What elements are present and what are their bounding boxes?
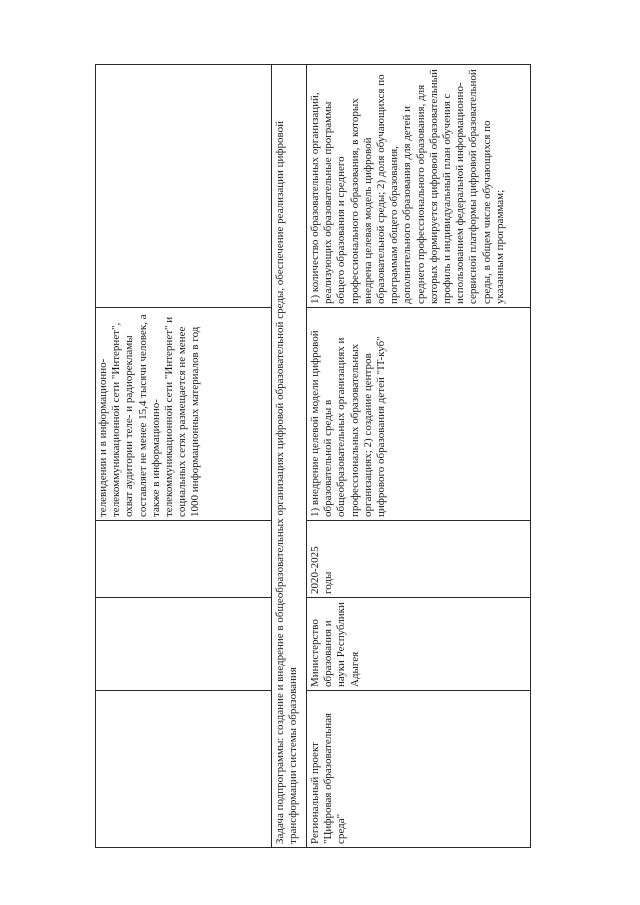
executor-cell xyxy=(307,598,530,690)
prev-row-results-text: телевидении и в информационно-телекоммуникационной сети "Интернет", охват аудитории теле- и радиорекламы составляет не менее 15,4 тысячи человек, а также в информационно-телекоммуникационной сети "Интернет" и социальных сетях размещается не менее 1000 информационных материалов в год xyxy=(97,314,202,517)
table-border-left xyxy=(95,847,531,848)
indicators-cell xyxy=(307,65,530,307)
period-value: 2020-2025 годы xyxy=(309,546,335,594)
table-border-bottom xyxy=(530,64,531,848)
results-cell xyxy=(307,308,530,520)
task-row-cell xyxy=(272,65,306,847)
executor-name: Министерство образования и науки Республики Адыгея xyxy=(309,602,361,687)
project-name: Региональный проект "Цифровая образовательная среда" xyxy=(309,712,348,844)
col-divider-3-prev xyxy=(95,520,271,521)
task-row-text: Задача подпрограммы: создание и внедрение в общеобразовательных организациях цифровой образовательной среды, обеспечение реализации цифровой трансформации системы образования xyxy=(274,120,299,844)
project-name-cell xyxy=(307,691,530,847)
col-divider-2-prev xyxy=(95,597,271,598)
results-text: 1) внедрение целевой модели цифровой образовательной среды в общеобразовательных организациях и профессиональных образовательных организациях; 2) создание центров цифрового образования детей "IT-куб" xyxy=(309,330,388,517)
col-divider-1-prev xyxy=(95,690,271,691)
indicators-text: 1) количество образовательных организаций, реализующих образовательные программы общего образования и среднего профессионального образования, в которых внедрена целевая модель цифровой образовательной среды; 2) доля обучающихся по программам общего образования, дополнительного образования для детей и среднего профессионального образования, для которых формируется цифровой образовательный профиль и индивидуальный план обучения с использованием федеральной информационно-сервисной платформы цифровой образовательной среды, в общем числе обучающихся по указанным программам; xyxy=(309,69,506,304)
prev-row-results-cell xyxy=(95,308,271,520)
program-table xyxy=(95,64,531,848)
period-cell xyxy=(307,521,530,597)
